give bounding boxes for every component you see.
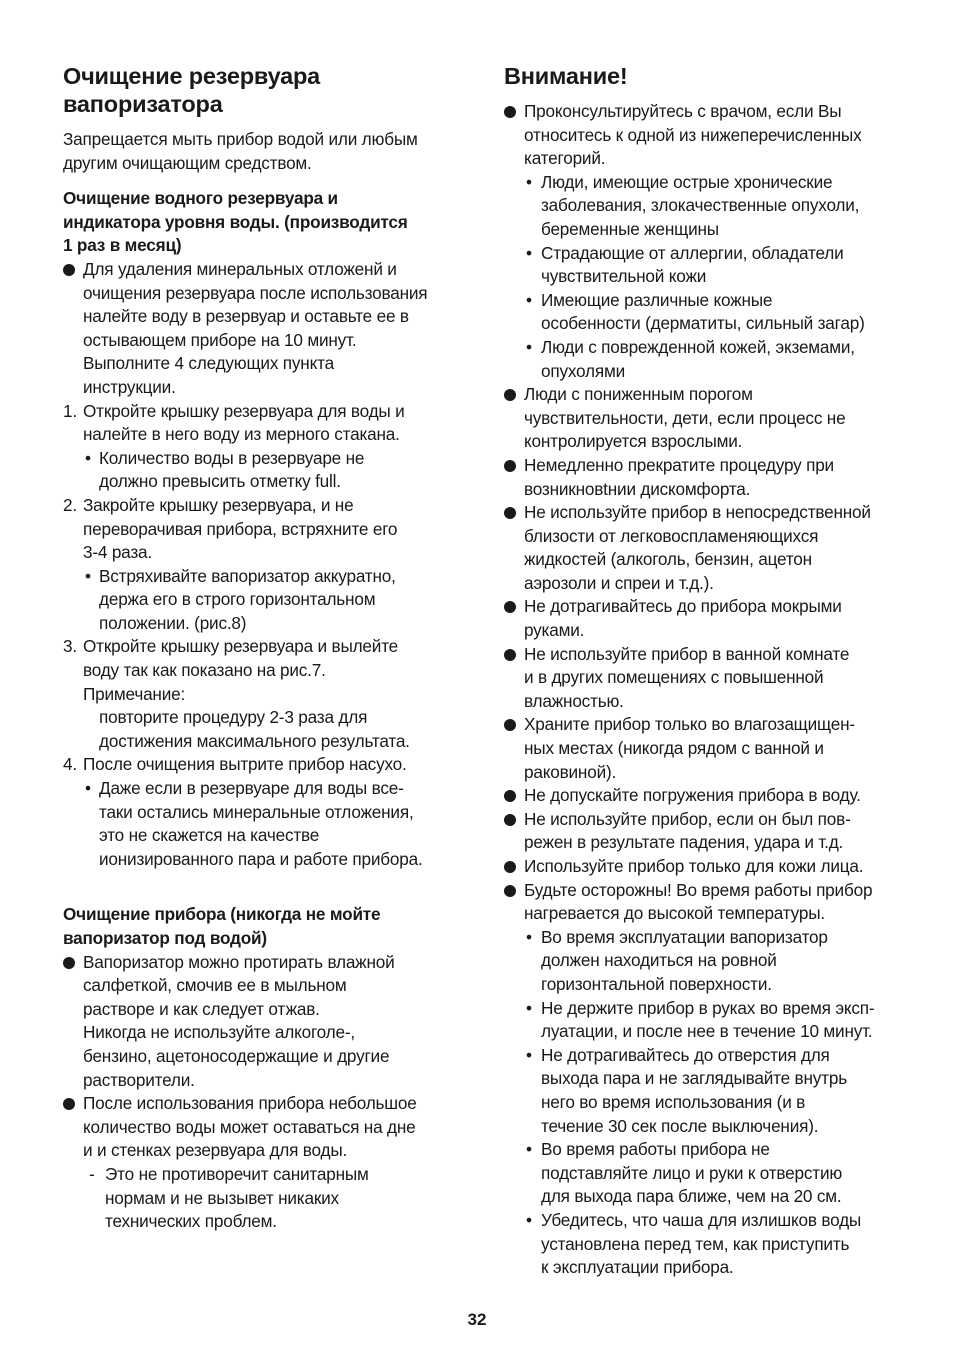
bullet-dot-icon: [63, 957, 75, 969]
text-line: После использования прибора небольшое: [83, 1093, 417, 1114]
text-line: опухолями: [541, 360, 625, 381]
text-line: Люди с пониженным порогом: [524, 384, 753, 405]
text-line: и и стенках резервуара для воды.: [83, 1140, 348, 1161]
bullet-item: [504, 808, 916, 855]
text-line: Не дотрагивайтесь до отверстия для: [541, 1044, 830, 1065]
numbered-item: 3. Откройте крышку резервуара и вылейте воду так как показано на рис.7. Примечание:: [63, 635, 471, 706]
right-column: [504, 62, 916, 1280]
text-line: нормам и не вызывет никаких: [105, 1187, 339, 1208]
text-line: выхода пара и не заглядывайте внутрь: [541, 1068, 847, 1089]
text-line: влажностью.: [524, 690, 624, 711]
dash-item: - Это не противоречит санитарным нормам и не вызывет никаких технических проблем.: [63, 1163, 471, 1234]
subsection-heading-tank: Очищение водного резервуара и индикатора уровня воды. (производится 1 раз в месяц): [63, 188, 408, 256]
bullet-dot-icon: [504, 389, 516, 401]
sub-bullet-item: • Люди, имеющие острые хронические заболевания, злокачественные опухоли, беременные женщины: [504, 171, 916, 242]
text-line: луатации, и после нее в течение 10 минут.: [541, 1021, 873, 1042]
text-line: налейте в него воду из мерного стакана.: [83, 424, 400, 445]
text-line: чувствительности, дети, если процесс не: [524, 407, 846, 428]
bullet-dot-icon: [504, 885, 516, 897]
text-line: ных местах (никогда рядом с ванной и: [524, 738, 824, 759]
text-line: Не используйте прибор, если он был пов-: [524, 808, 851, 829]
text-line: После очищения вытрите прибор насухо.: [83, 754, 407, 775]
text-line: Вапоризатор можно протирать влажной: [83, 951, 395, 972]
bullet-dot-icon: [504, 649, 516, 661]
text-line: раковиной).: [524, 761, 617, 782]
text-line: Во время эксплуатации вапоризатор: [541, 926, 828, 947]
subsection-heading-device: Очищение прибора (никогда не мойте вапоризатор под водой): [63, 904, 381, 948]
text-line: течение 30 сек после выключения).: [541, 1115, 819, 1136]
text-line: к эксплуатации прибора.: [541, 1257, 734, 1278]
text-line: должен находиться на ровной: [541, 950, 777, 971]
text-line: аэрозоли и спреи и т.д.).: [524, 572, 714, 593]
text-line: Люди с поврежденной кожей, экземами,: [541, 336, 855, 357]
numbered-item: 4. После очищения вытрите прибор насухо.: [63, 753, 471, 777]
text-line: для выхода пара ближе, чем на 20 см.: [541, 1186, 842, 1207]
text-line: Не используйте прибор в непосредственной: [524, 502, 871, 523]
text-line: повторите процедуру 2-3 раза для: [99, 707, 368, 728]
bullet-item: [504, 784, 916, 808]
text-line: 3-4 раза.: [83, 542, 152, 563]
numbered-item: 2. Закройте крышку резервуара, и не переворачивая прибора, встряхните его 3-4 раза.: [63, 494, 471, 565]
bullet-dot-icon: [504, 790, 516, 802]
text-line: остывающем приборе на 10 минут.: [83, 329, 357, 350]
text-line: режен в результате падения, удара и т.д.: [524, 832, 844, 853]
text-line: Немедленно прекратите процедуру при: [524, 454, 834, 475]
bullet-item: [504, 713, 916, 784]
text-line: Примечание:: [83, 683, 186, 704]
bullet-item: [63, 951, 471, 1093]
text-line: Страдающие от аллергии, обладатели: [541, 242, 844, 263]
sub-bullet-item: • Встряхивайте вапоризатор аккуратно, держа его в строго горизонтальном положении. (рис.8): [63, 565, 471, 636]
bullet-dot-icon: [63, 1098, 75, 1110]
section-title-warning: Внимание!: [504, 63, 628, 89]
bullet-dot-icon: [63, 264, 75, 276]
sub-bullet-item: • Не держите прибор в руках во время эксп- луатации, и после нее в течение 10 минут.: [504, 997, 916, 1044]
text-line: должно превысить отметку full.: [99, 471, 341, 492]
text-line: категорий.: [524, 148, 606, 169]
intro-paragraph: Запрещается мыть прибор водой или любым другим очищающим средством.: [63, 129, 418, 173]
section-title-cleaning: Очищение резервуара вапоризатора: [63, 63, 321, 117]
text-line: Не дотрагивайтесь до прибора мокрыми: [524, 596, 842, 617]
bullet-dot-icon: [504, 460, 516, 472]
text-line: держа его в строго горизонтальном: [99, 589, 376, 610]
text-line: особенности (дерматиты, сильный загар): [541, 313, 865, 334]
text-line: Закройте крышку резервуара, и не: [83, 494, 354, 515]
note-text: [63, 706, 471, 753]
text-line: жидкостей (алкоголь, бензин, ацетон: [524, 549, 812, 570]
text-line: беременные женщины: [541, 218, 719, 239]
sub-bullet-item: • Имеющие различные кожные особенности (дерматиты, сильный загар): [504, 289, 916, 336]
text-line: подставляйте лицо и руки к отверстию: [541, 1162, 843, 1183]
text-line: Даже если в резервуаре для воды все-: [99, 778, 404, 799]
bullet-dot-icon: [504, 719, 516, 731]
text-line: бензино, ацетоносодержащие и другие: [83, 1045, 390, 1066]
text-line: Не используйте прибор в ванной комнате: [524, 643, 850, 664]
text-line: воду так как показано на рис.7.: [83, 660, 326, 681]
bullet-dot-icon: [504, 601, 516, 613]
bullet-item: [504, 383, 916, 454]
sub-bullet-item: • Люди с поврежденной кожей, экземами, опухолями: [504, 336, 916, 383]
text-line: Убедитесь, что чаша для излишков воды: [541, 1209, 862, 1230]
text-line: таки остались минеральные отложения,: [99, 801, 414, 822]
bullet-item: [504, 100, 916, 171]
bullet-item: [63, 1092, 471, 1163]
text-line: Люди, имеющие острые хронические: [541, 171, 833, 192]
text-line: переворачивая прибора, встряхните его: [83, 518, 398, 539]
text-line: Встряхивайте вапоризатор аккуратно,: [99, 565, 396, 586]
bullet-item: [504, 855, 916, 879]
text-line: Будьте осторожны! Во время работы прибор: [524, 879, 873, 900]
sub-bullet-item: • Во время работы прибора не подставляйте лицо и руки к отверстию для выхода пара ближе, чем на 20 см.: [504, 1138, 916, 1209]
sub-bullet-item: • Убедитесь, что чаша для излишков воды установлена перед тем, как приступить к эксплуатации прибора.: [504, 1209, 916, 1280]
text-line: технических проблем.: [105, 1211, 277, 1232]
text-line: достижения максимального результата.: [99, 730, 410, 751]
bullet-dot-icon: [504, 507, 516, 519]
text-line: это не скажется на качестве: [99, 825, 320, 846]
text-line: Храните прибор только во влагозащищен-: [524, 714, 855, 735]
text-line: Не допускайте погружения прибора в воду.: [524, 785, 861, 806]
text-line: Выполните 4 следующих пункта: [83, 353, 334, 374]
text-line: инструкции.: [83, 376, 176, 397]
page-number: 32: [467, 1310, 487, 1329]
text-line: возникновtнии дискомфорта.: [524, 478, 751, 499]
text-line: и в других помещениях с повышенной: [524, 667, 824, 688]
left-column: [63, 62, 471, 1234]
bullet-item: [504, 595, 916, 642]
text-line: Это не противоречит санитарным: [105, 1163, 369, 1184]
sub-bullet-item: • Количество воды в резервуаре не должно превысить отметку full.: [63, 447, 471, 494]
text-line: него во время использования (и в: [541, 1091, 806, 1112]
text-line: Для удаления минеральных отложенй и: [83, 258, 397, 279]
text-line: положении. (рис.8): [99, 612, 247, 633]
text-line: Откройте крышку резервуара для воды и: [83, 400, 405, 421]
text-line: заболевания, злокачественные опухоли,: [541, 195, 860, 216]
sub-bullet-item: • Даже если в резервуаре для воды все- таки остались минеральные отложения, это не скажется на качестве ионизированного пара и работе прибора.: [63, 777, 471, 871]
text-line: салфеткой, смочив ее в мыльном: [83, 975, 347, 996]
bullet-item: [504, 501, 916, 595]
sub-bullet-item: • Не дотрагивайтесь до отверстия для выхода пара и не заглядывайте внутрь него во время использования (и в течение 30 сек после выключения).: [504, 1044, 916, 1138]
sub-bullet-item: • Страдающие от аллергии, обладатели чувствительной кожи: [504, 242, 916, 289]
bullet-dot-icon: [504, 814, 516, 826]
numbered-item: 1. Откройте крышку резервуара для воды и налейте в него воду из мерного стакана.: [63, 400, 471, 447]
text-line: установлена перед тем, как приступить: [541, 1233, 850, 1254]
text-line: относитесь к одной из нижеперечисленных: [524, 124, 862, 145]
text-line: налейте воду в резервуар и оставьте ее в: [83, 306, 409, 327]
text-line: Имеющие различные кожные: [541, 289, 773, 310]
bullet-item: [504, 454, 916, 501]
text-line: Количество воды в резервуаре не: [99, 447, 365, 468]
bullet-item: [504, 879, 916, 926]
bullet-item: [504, 643, 916, 714]
text-line: чувствительной кожи: [541, 266, 707, 287]
text-line: Не держите прибор в руках во время эксп-: [541, 997, 875, 1018]
text-line: Используйте прибор только для кожи лица.: [524, 856, 864, 876]
text-line: контролируется взрослыми.: [524, 431, 743, 452]
text-line: очищения резервуара после использования: [83, 282, 428, 303]
bullet-item: [63, 258, 471, 400]
bullet-dot-icon: [504, 106, 516, 118]
text-line: нагревается до высокой температуры.: [524, 903, 825, 924]
text-line: Проконсультируйтесь с врачом, если Вы: [524, 101, 842, 121]
text-line: Никогда не используйте алкоголе-,: [83, 1022, 355, 1043]
text-line: растворе и как следует отжав.: [83, 998, 320, 1019]
text-line: Откройте крышку резервуара и вылейте: [83, 636, 399, 657]
text-line: Во время работы прибора не: [541, 1139, 770, 1160]
text-line: растворители.: [83, 1069, 195, 1090]
text-line: близости от легковоспламеняющихся: [524, 525, 819, 546]
text-line: руками.: [524, 620, 585, 641]
text-line: ионизированного пара и работе прибора.: [99, 848, 423, 869]
sub-bullet-item: • Во время эксплуатации вапоризатор должен находиться на ровной горизонтальной поверхности.: [504, 926, 916, 997]
text-line: количество воды может оставаться на дне: [83, 1116, 416, 1137]
text-line: горизонтальной поверхности.: [541, 973, 772, 994]
bullet-dot-icon: [504, 861, 516, 873]
